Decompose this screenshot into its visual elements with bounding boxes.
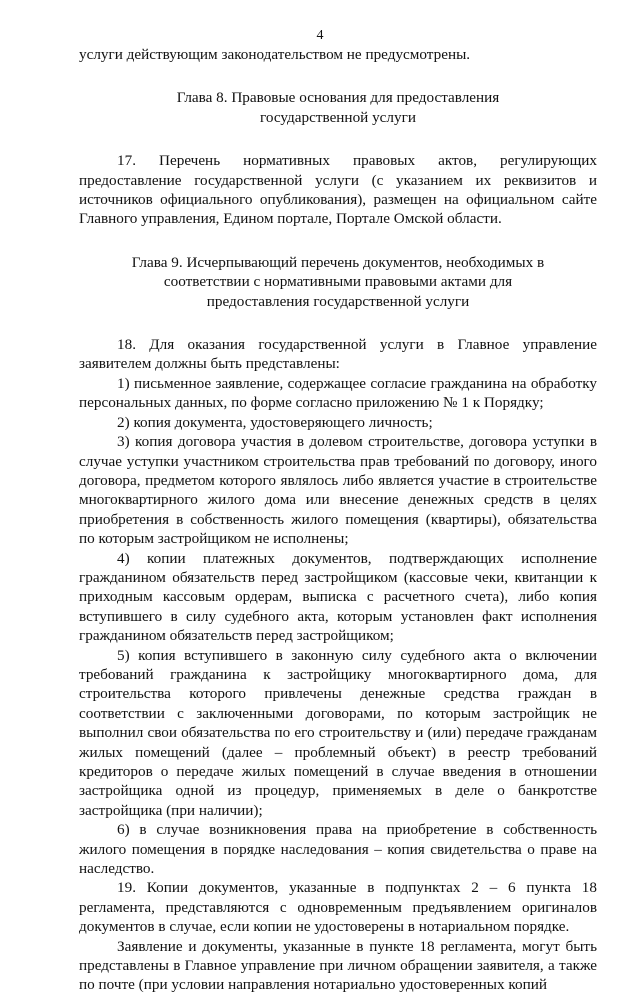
- paragraph: 17. Перечень нормативных правовых актов, регулирующих предоставление государственной услуги (с указанием их реквизитов и источников официального опубликования), размещен на официальном сайте Главного управления, Едином портале, Портале Омской области.: [79, 152, 597, 228]
- paragraph: услуги действующим законодательством не предусмотрены.: [79, 46, 471, 63]
- heading-line: государственной услуги: [260, 108, 416, 126]
- heading-line: предоставления государственной услуги: [206, 292, 470, 310]
- paragraph: 4) копии платежных документов, подтверждающих исполнение гражданином обязательств перед застройщиком (кассовые чеки, квитанции к приходным кассовым ордерам, выписка с расчетного счета), либо копия вступившего в силу судебного акта, которым установлен факт исполнения гражданином обязательств перед застройщиком;: [79, 549, 597, 645]
- paragraph: 18. Для оказания государственной услуги в Главное управление заявителем должны быть представлены:: [79, 336, 597, 373]
- page-number: 4: [316, 28, 324, 43]
- heading-line: Глава 8. Правовые основания для предоставления: [176, 89, 500, 107]
- paragraph: 6) в случае возникновения права на приобретение в собственность жилого помещения в порядке наследования – копия свидетельства о праве на наследство.: [79, 821, 597, 878]
- chapter-heading: [79, 253, 597, 311]
- paragraph: 19. Копии документов, указанные в подпунктах 2 – 6 пункта 18 регламента, представляются с одновременным предъявлением оригиналов документов в случае, если копии не удостоверены в нотариальном порядке.: [79, 879, 597, 936]
- chapter-heading: [79, 88, 597, 127]
- paragraph: 5) копия вступившего в законную силу судебного акта о включении требований гражданина к застройщику многоквартирного дома, для строительства которого привлечены денежные средства граждан в соответствии с заключенными договорами, по которым застройщик не выполнил свои обязательства по его строительству и (или) передаче гражданам жилых помещений (далее – проблемный объект) в реестр требований кредиторов о передаче жилых помещений в случае введения в отношении застройщика одной из процедур, применяемых в деле о банкротстве застройщика (при наличии);: [79, 646, 597, 819]
- heading-line: Глава 9. Исчерпывающий перечень документов, необходимых в: [131, 253, 545, 271]
- paragraph: 1) письменное заявление, содержащее согласие гражданина на обработку персональных данных, по форме согласно приложению № 1 к Порядку;: [79, 374, 597, 412]
- heading-line: соответствии с нормативными правовыми актами для: [163, 273, 513, 291]
- paragraph: 2) копия документа, удостоверяющего личность;: [117, 413, 433, 431]
- document-body: [79, 45, 597, 995]
- paragraph: Заявление и документы, указанные в пункте 18 регламента, могут быть представлены в Главное управление при личном обращении заявителя, а также по почте (при условии направления нотариально удостоверенных копий: [79, 937, 597, 994]
- paragraph: 3) копия договора участия в долевом строительстве, договора уступки в случае уступки участником строительства прав требований по договору, иного договора, предметом которого являлось либо является участие в строительстве многоквартирного жилого дома или внесение денежных средств в целях приобретения в собственность жилого помещения (квартиры), обязательства по которым застройщиком не исполнены;: [79, 433, 597, 548]
